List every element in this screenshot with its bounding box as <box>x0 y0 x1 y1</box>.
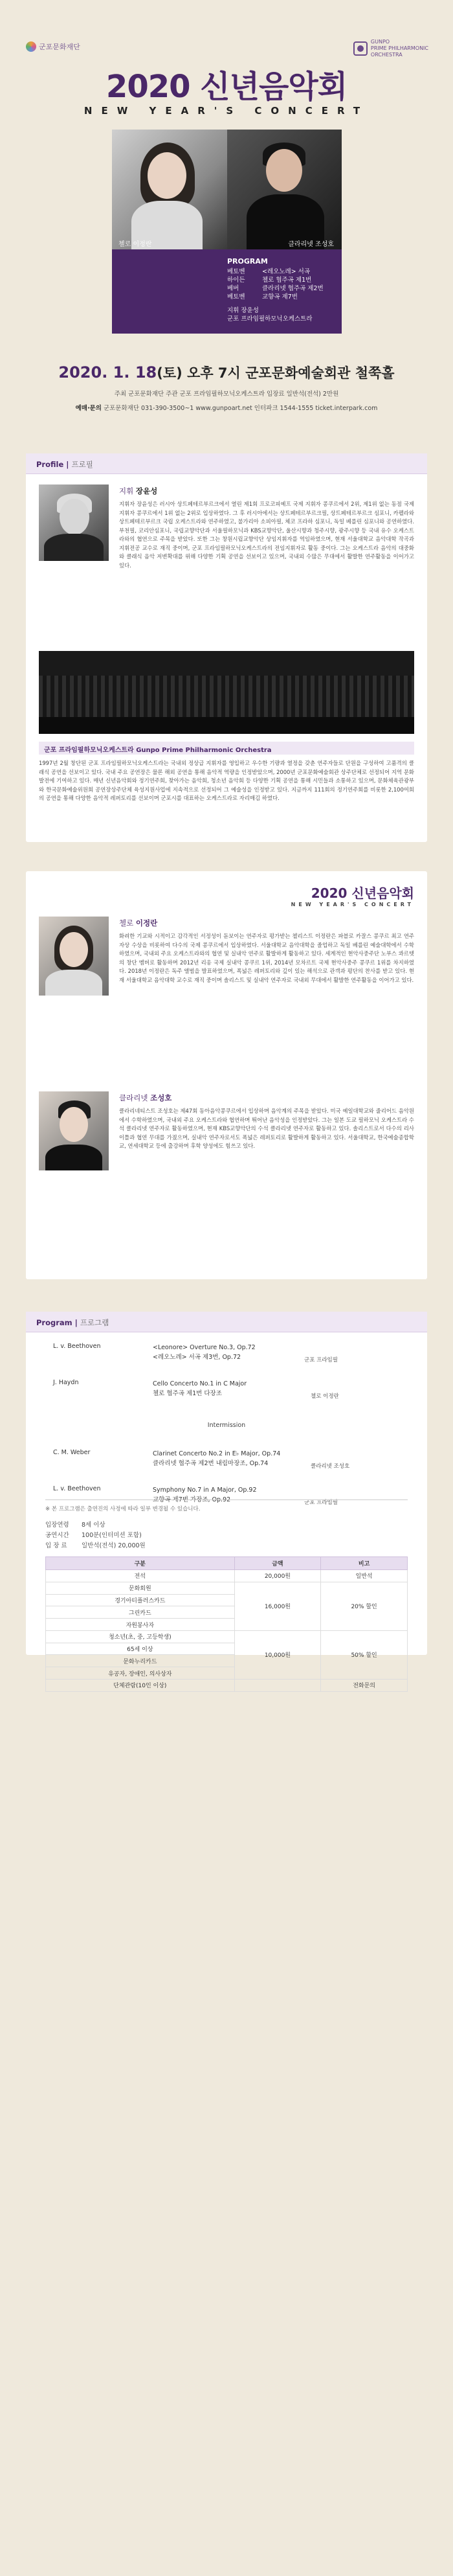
conductor-line: 지휘 장윤성 <box>227 307 259 314</box>
orchestra-logo-line: PRIME PHILHARMONIC <box>370 45 428 51</box>
program-row: 베토벤 교향곡 제7번 <box>227 293 298 301</box>
organizer-line: 주최 군포문화재단 주관 군포 프라임필하모닉오케스트라 입장료 일반석(전석) 2만원 <box>114 391 339 398</box>
table-row: 65세 이상 <box>46 1643 408 1655</box>
table-row: 문화회원 16,000원 20% 할인 <box>46 1582 408 1594</box>
program-note: ※ 본 프로그램은 출연진의 사정에 따라 일부 변경될 수 있습니다. <box>45 1506 201 1512</box>
orchestra-logo-icon <box>353 41 368 56</box>
photo-caption: 첼로 이정란 <box>118 241 152 248</box>
foundation-logo <box>26 41 80 52</box>
table-header-row: 구분 금액 비고 <box>46 1557 408 1570</box>
clarinetist-name: 클라리넷 조성호 <box>119 1093 172 1102</box>
program-row: 베버 클라리넷 협주곡 제2번 <box>227 285 324 292</box>
section-header: Program | 프로그램 <box>26 1312 427 1332</box>
table-row: 유공자, 장애인, 의사상자 <box>46 1667 408 1680</box>
orchestra-logo <box>353 39 428 58</box>
poster-subtitle: NEW YEAR'S CONCERT <box>83 105 370 117</box>
clarinetist-photo <box>227 130 342 249</box>
orchestra-bio: 1997년 2월 창단된 군포 프라임필하모닉오케스트라는 국내외 정상급 지휘자를 영입하고 우수한 기량과 열정을 갖춘 연주자들로 단원을 구성하여 고품격의 클래식 공연을 선보이고 있다. 국내 주요 공연장은 물론 해외 공연을 통해 음악적 역량을 인정받았으며, 2000년 군포문화예술회관 상주단체로 선정되어 지역 문화 발전에 기여하고 있다. 매년 신년음악회와 정기연주회, 찾아가는 음악회, 청소년 음악회 등 다양한 기획 공연을 통해 시민들과 소통하고 있으며, 문화체육관광부와 한국문화예술위원회 공연장상주단체 육성지원사업에 지속적으로 선정되어 그 예술성을 인정받고 있다. 지금까지 111회의 정기연주회를 비롯한 2,100여회의 공연을 통해 다양한 음악적 레퍼토리를 선보이며 군포시를 대표하는 오케스트라로 자리매김 하였다. <box>39 760 414 801</box>
profile-section <box>26 453 427 842</box>
table-row: 그린카드 <box>46 1606 408 1619</box>
poster <box>0 0 453 412</box>
program-row: 베토벤 <레오노레> 서곡 <box>227 268 311 275</box>
section-header: Profile | 프로필 <box>26 453 427 474</box>
soloists-section <box>26 871 427 1279</box>
table-row: 문화누리카드 <box>46 1655 408 1667</box>
orchestra-logo-line: GUNPO <box>370 39 390 45</box>
table-row: 전석 20,000원 일반석 <box>46 1570 408 1582</box>
orchestra-photo <box>39 651 414 734</box>
poster-title: 2020 신년음악회 <box>105 69 348 105</box>
program-row: 하이든 첼로 협주곡 제1번 <box>227 277 312 284</box>
table-row: 자원봉사자 <box>46 1619 408 1631</box>
orchestra-logo-line: ORCHESTRA <box>370 52 403 58</box>
orchestra-line: 군포 프라임필하모닉오케스트라 <box>227 315 313 323</box>
program-section: Program | 프로그램 L. v. Beethoven <Leonore> Overture No.3, Op.72 <레오노레> 서곡 제3번, Op.72 군포 프라임필 J. Haydn Cello Concerto No.1 in C Major 첼로 협주곡 제1번 다장조 첼로 이정란 Intermission C. M. Weber Clarinet Concerto No.2 in E♭ Major, Op.74 클라리넷 협주곡 제2번 내림마장조, Op.74 클라리넷 조성호 L. v. Beethoven Symphony No.7 in A Major, Op.92 교향곡 제7번 가장조, Op.92 군포 프라임필 ※ 본 프로그램은 출연진의 사정에 따라 일부 변경될 수 있습니다. 입장연령 8세 이상 공연시간 100분(인터미션 포함) 입 장 료 일반석(전석) 20,000원 구분 금액 비고 전석 20,000원 일반석 문화회원 16,000원 20% 할인 경기아티플러스카드 그린카드 자원봉사자 청소년(초, 중, 고등학생) 10,000원 50% 할인 65세 이상 문화누리카드 유공자, 장애인, 의사상자 단체관람(10인 이상) 전화문의 <box>26 1312 427 1655</box>
conductor-name: 지휘 장윤성 <box>119 486 158 496</box>
mini-title: 2020 신년음악회 NEW YEAR'S CONCERT <box>291 885 414 907</box>
cellist-bio: 화려한 기교와 시적이고 감각적인 서정성이 돋보이는 연주자로 평가받는 첼리스트 이정란은 파블로 카잘스 콩쿠르 최고 연주자상 수상을 비롯하여 다수의 국제 콩쿠르에서 입상하였다. 서울대학교 음악대학을 졸업하고 독일 베를린 예술대학에서 수학하였으며, 국내외 주요 오케스트라와의 협연 및 실내악 연주로 활발하게 활동하고 있다. 세계적인 현악사중주단 노부스 콰르텟의 창단 멤버로 활동하며 2012년 리옹 국제 실내악 콩쿠르 1위, 2014년 모차르트 국제 현악사중주 콩쿠르 1위를 차지하였다. 2018년 이정란은 독주 앨범을 발표하였으며, 폭넓은 레퍼토리와 깊이 있는 해석으로 관객과 평단의 찬사를 받고 있다. 현재 서울대학교 음악대학 교수로 재직 중이며 솔리스트 및 실내악 연주자로 국내외 무대에서 활발한 연주활동을 이어가고 있다. <box>119 933 414 983</box>
cellist-photo <box>112 130 227 249</box>
table-row: 단체관람(10인 이상) 전화문의 <box>46 1680 408 1692</box>
conductor-photo <box>39 484 109 561</box>
table-row: 청소년(초, 중, 고등학생) 10,000원 50% 할인 <box>46 1630 408 1643</box>
photo-caption: 클라리넷 조성호 <box>288 241 334 248</box>
program-heading: PROGRAM <box>227 257 268 266</box>
divider <box>45 1499 408 1500</box>
clarinetist-profile-photo <box>39 1091 109 1170</box>
orchestra-heading: 군포 프라임필하모닉오케스트라 Gunpo Prime Philharmonic Orchestra <box>39 742 414 755</box>
concert-date: 2020. 1. 18(토) 오후 7시 군포문화예술회관 철쭉홀 <box>58 363 395 382</box>
poster-program-box <box>112 249 342 334</box>
foundation-logo-icon <box>26 41 36 52</box>
intermission-label: Intermission <box>207 1422 246 1429</box>
clarinetist-bio: 클라리네티스트 조성호는 제47회 동아음악콩쿠르에서 입상하며 음악계의 주목을 받았다. 미국 예일대학교와 줄리어드 음악원에서 수학하였으며, 국내외 주요 오케스트라와 협연하며 뛰어난 음악성을 인정받았다. 그는 일본 도쿄 필하모닉 오케스트라 수석 클라리넷 연주자로 활동하였으며, 현재 KBS교향악단의 수석 클라리넷 연주자로 활동하고 있다. 솔리스트로서 다수의 리사이틀과 협연 무대를 가졌으며, 실내악 연주자로서도 폭넓은 레퍼토리로 활발하게 활동하고 있다. 서울대학교, 한국예술종합학교, 연세대학교 등에 출강하며 후학 양성에도 힘쓰고 있다. <box>119 1108 414 1149</box>
cellist-name: 첼로 이정란 <box>119 918 158 928</box>
ticket-price-table <box>45 1556 408 1692</box>
table-row: 경기아티플러스카드 <box>46 1594 408 1606</box>
conductor-bio: 지휘자 장윤성은 러시아 상트페테르부르크에서 열린 제1회 프로코피예프 국제 지휘자 콩쿠르에서 2위, 제1위 없는 동점 국제 지휘자 콩쿠르에서 1위 없는 2위로 입상하였다. 그 후 러시아에서는 상트페테르부르크필, 상트페테르부르크 심포니, 카펠라와 상트페테르부르크 국립 오케스트라와 연주하였고, 불가리아 소피아필, 체코 프라하 심포니, 독일 베를린 심포니와 공연하였다. 부천필, 코리안심포니, 국립교향악단과 서울필하모닉과 KBS교향악단, 울산시향과 청주시향, 광주시향 등 국내 유수 오케스트라와의 협연으로 주목을 받았다. 또한 그는 창원시립교향악단 상임지휘자를 역임하였으며, 현재 서울대학교 음악대학 작곡과 지휘전공 교수로 재직 중이며, 군포 프라임필하모닉오케스트라의 전임지휘자로 활동 중이다. 그는 오케스트라 음악의 대중화와 클래식 음악 저변확대를 위해 다양한 기획 공연을 선보이고 있으며, 국내외 수많은 무대에서 활발한 연주활동을 이어가고 있다. <box>119 501 414 569</box>
foundation-logo-text: 군포문화재단 <box>39 43 80 51</box>
admission-info: 입장연령 8세 이상 공연시간 100분(인터미션 포함) 입 장 료 일반석(전석) 20,000원 <box>45 1522 146 1549</box>
ticket-line: 예매·문의 군포문화재단 031-390-3500~1 www.gunpoart.net 인터파크 1544-1555 ticket.interpark.com <box>75 405 378 412</box>
cellist-profile-photo <box>39 917 109 996</box>
